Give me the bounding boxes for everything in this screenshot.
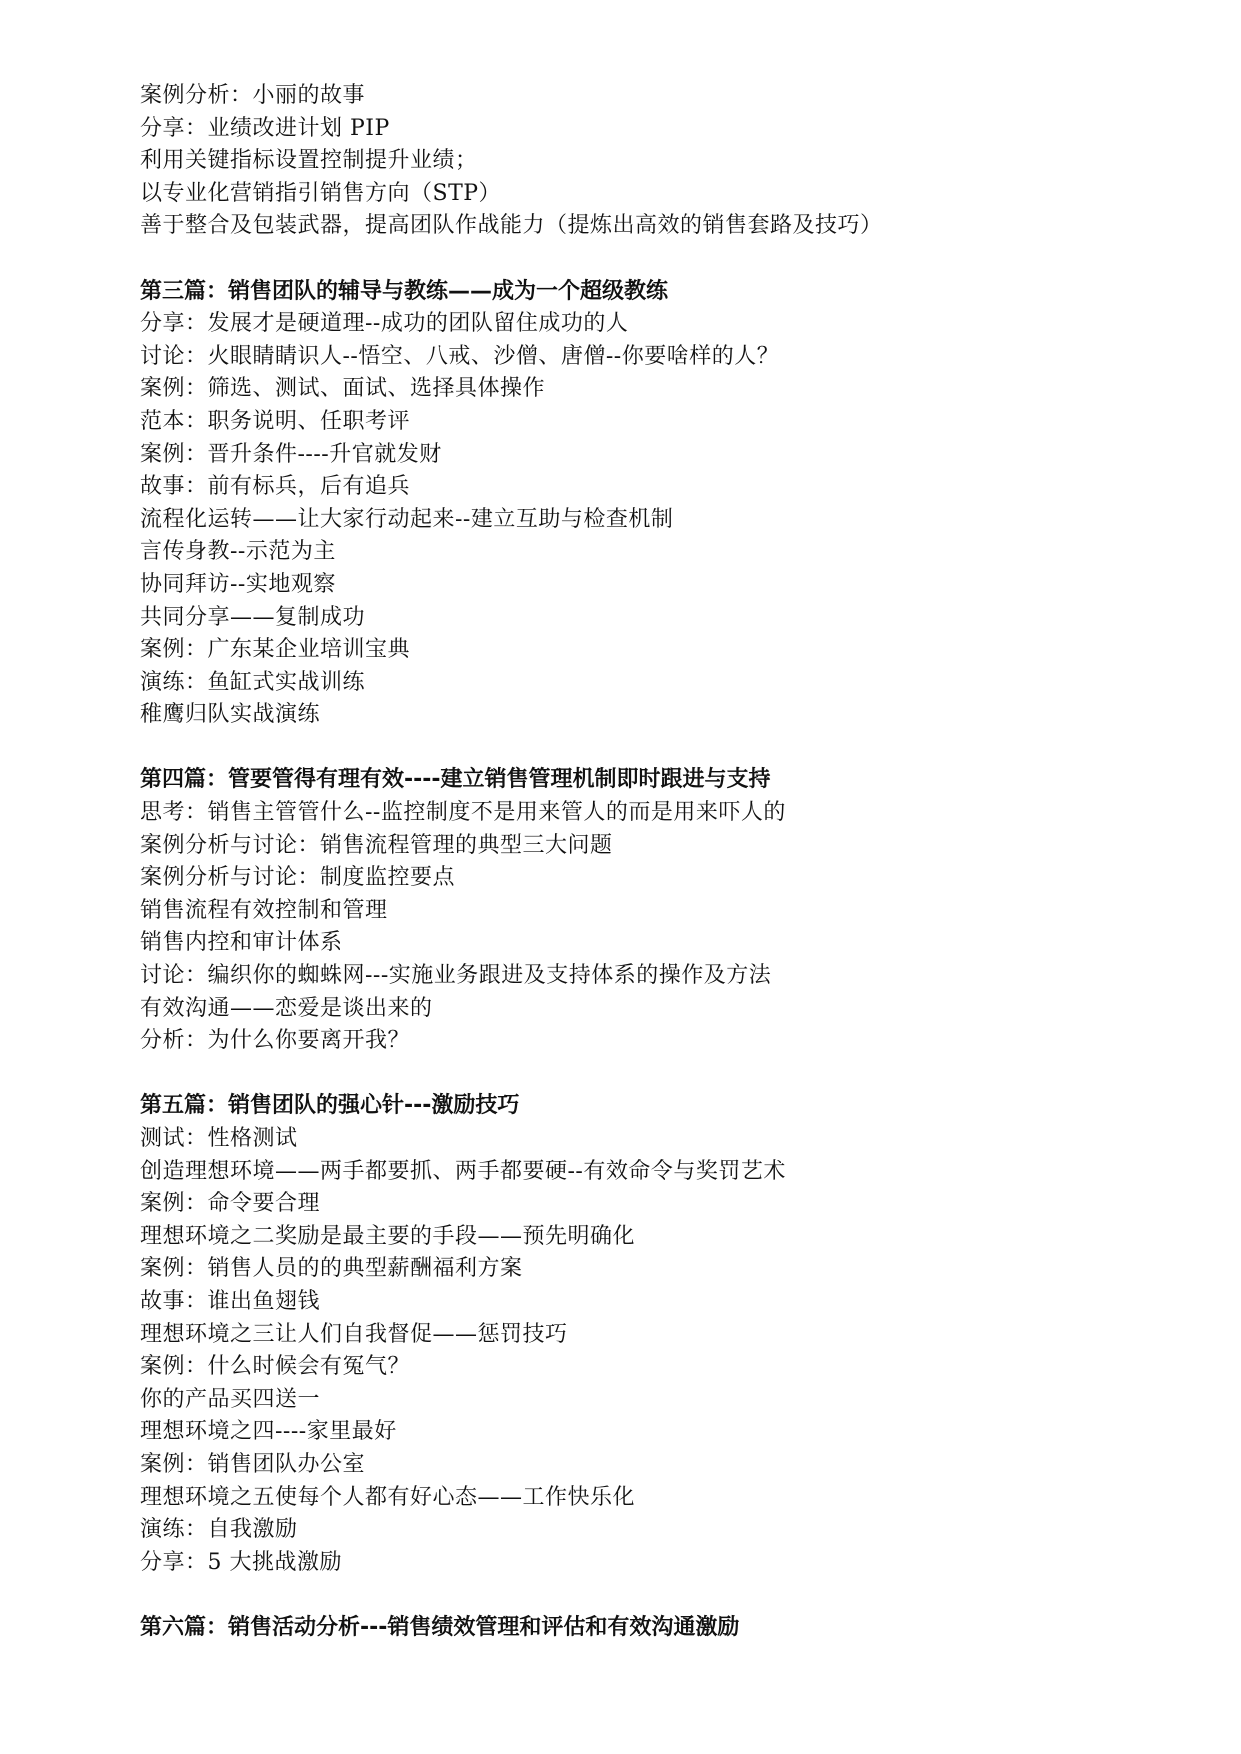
text-line: 创造理想环境——两手都要抓、两手都要硬--有效命令与奖罚艺术 <box>140 1158 786 1184</box>
text-line: 理想环境之二奖励是最主要的手段——预先明确化 <box>140 1223 636 1249</box>
text-line: 销售流程有效控制和管理 <box>140 897 388 923</box>
text-line: 共同分享——复制成功 <box>140 604 366 630</box>
text-line: 有效沟通——恋爱是谈出来的 <box>140 995 433 1021</box>
section-heading: 第五篇：销售团队的强心针---激励技巧 <box>140 1093 520 1119</box>
text-line: 流程化运转——让大家行动起来--建立互助与检查机制 <box>140 506 674 532</box>
section-heading: 第四篇：管要管得有理有效----建立销售管理机制即时跟进与支持 <box>140 767 771 793</box>
section-6 <box>140 1612 1160 1645</box>
section-heading: 第六篇：销售活动分析---销售绩效管理和评估和有效沟通激励 <box>140 1614 740 1640</box>
text-line: 分享：5 大挑战激励 <box>140 1549 342 1575</box>
text-line: 案例：广东某企业培训宝典 <box>140 637 411 663</box>
text-line: 案例：筛选、测试、面试、选择具体操作 <box>140 376 546 402</box>
text-line: 测试：性格测试 <box>140 1126 298 1151</box>
text-line: 理想环境之三让人们自我督促——惩罚技巧 <box>140 1321 568 1347</box>
text-line: 利用关键指标设置控制提升业绩； <box>140 148 478 174</box>
text-line: 案例：命令要合理 <box>140 1191 321 1217</box>
section-spacer <box>140 1058 1160 1091</box>
text-line: 你的产品买四送一 <box>140 1386 321 1412</box>
document-page <box>140 80 1160 1645</box>
text-line: 案例：销售人员的的典型薪酬福利方案 <box>140 1256 523 1282</box>
text-line: 分享：业绩改进计划 PIP <box>140 115 390 141</box>
text-line: 案例：什么时候会有冤气？ <box>140 1354 411 1380</box>
text-line: 销售内控和审计体系 <box>140 930 343 956</box>
text-line: 思考：销售主管管什么--监控制度不是用来管人的而是用来吓人的 <box>140 800 786 826</box>
text-line: 理想环境之五使每个人都有好心态——工作快乐化 <box>140 1484 636 1510</box>
text-line: 分析：为什么你要离开我？ <box>140 1028 411 1054</box>
text-line: 故事：前有标兵，后有追兵 <box>140 474 411 500</box>
section-3 <box>140 276 1160 732</box>
text-line: 协同拜访--实地观察 <box>140 571 336 597</box>
text-line: 演练：自我激励 <box>140 1517 298 1543</box>
section-5 <box>140 1090 1160 1579</box>
section-spacer <box>140 732 1160 765</box>
text-line: 范本：职务说明、任职考评 <box>140 408 411 434</box>
text-line: 案例分析与讨论：销售流程管理的典型三大问题 <box>140 832 613 858</box>
section-4 <box>140 764 1160 1057</box>
text-line: 案例：晋升条件----升官就发财 <box>140 441 442 467</box>
text-line: 案例分析与讨论：制度监控要点 <box>140 865 456 891</box>
text-line: 理想环境之四----家里最好 <box>140 1419 397 1445</box>
text-line: 讨论：编织你的蜘蛛网---实施业务跟进及支持体系的操作及方法 <box>140 963 772 989</box>
text-line: 善于整合及包装武器，提高团队作战能力（提炼出高效的销售套路及技巧） <box>140 213 883 239</box>
text-line: 案例：销售团队办公室 <box>140 1451 366 1477</box>
intro-block <box>140 80 1160 243</box>
text-line: 故事：谁出鱼翅钱 <box>140 1288 321 1314</box>
text-line: 以专业化营销指引销售方向（STP） <box>140 180 502 206</box>
text-line: 稚鹰归队实战演练 <box>140 702 321 728</box>
text-line: 演练：鱼缸式实战训练 <box>140 669 366 695</box>
text-line: 言传身教--示范为主 <box>140 539 336 565</box>
text-line: 分享：发展才是硬道理--成功的团队留住成功的人 <box>140 311 629 337</box>
text-line: 讨论：火眼睛睛识人--悟空、八戒、沙僧、唐僧--你要啥样的人？ <box>140 343 780 369</box>
section-heading: 第三篇：销售团队的辅导与教练——成为一个超级教练 <box>140 278 669 304</box>
section-spacer <box>140 243 1160 276</box>
text-line: 案例分析：小丽的故事 <box>140 83 366 108</box>
section-spacer <box>140 1579 1160 1612</box>
